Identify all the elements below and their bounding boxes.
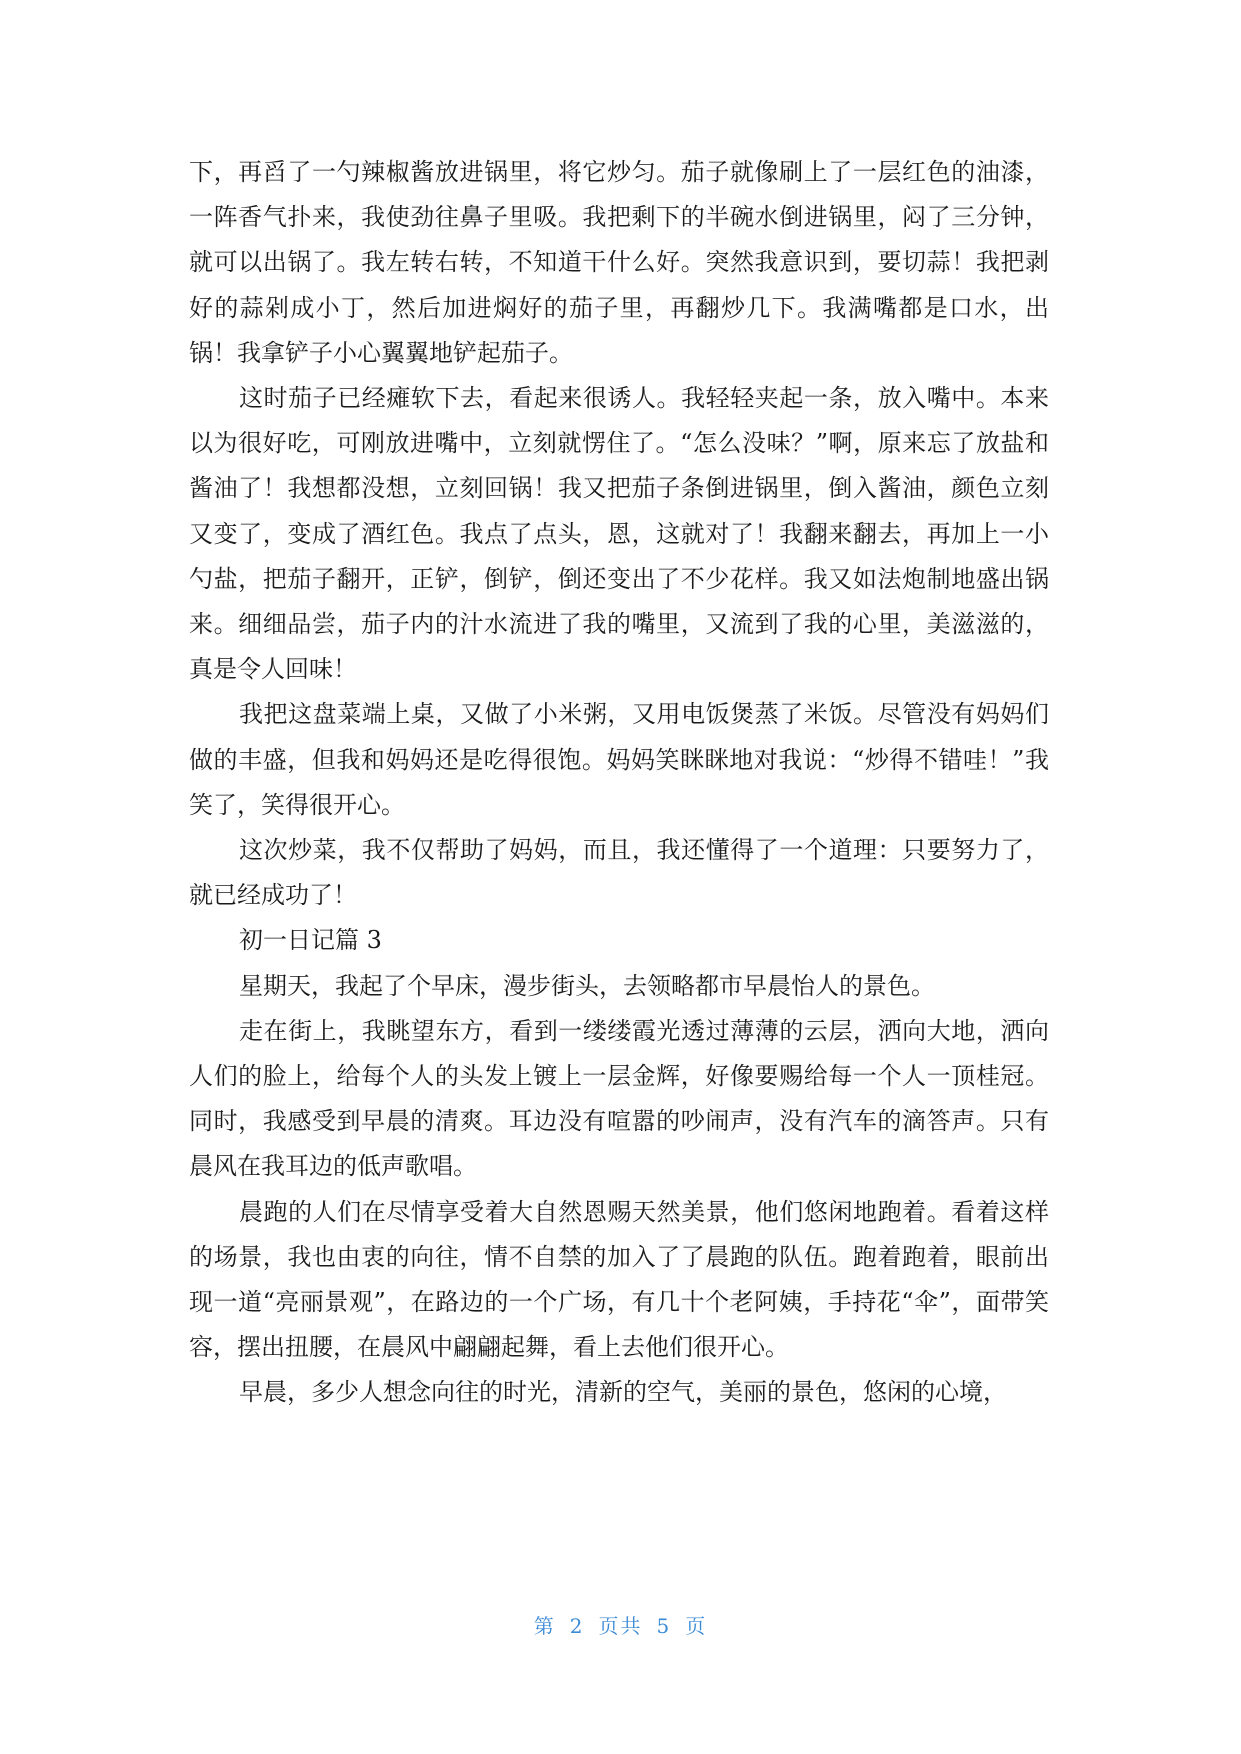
paragraph-2: 这时茄子已经瘫软下去，看起来很诱人。我轻轻夹起一条，放入嘴中。本来以为很好吃，可刚放进嘴中，立刻就愣住了。“怎么没味？”啊，原来忘了放盐和酱油了！我想都没想，立刻回锅！我又把茄子条倒进锅里，倒入酱油，颜色立刻又变了，变成了酒红色。我点了点头，恩，这就对了！我翻来翻去，再加上一小勺盐，把茄子翻开，正铲，倒铲，倒还变出了不少花样。我又如法炮制地盛出锅来。细细品尝，茄子内的汁水流进了我的嘴里，又流到了我的心里，美滋滋的，真是令人回味！ bbox=[189, 384, 1049, 684]
paragraph-5: 星期天，我起了个早床，漫步街头，去领略都市早晨怡人的景色。 bbox=[239, 971, 935, 1000]
page-number-footer bbox=[0, 1610, 1241, 1639]
footer-current-page: 2 bbox=[569, 1614, 585, 1638]
footer-middle: 页共 bbox=[598, 1614, 643, 1638]
paragraph-6: 走在街上，我眺望东方，看到一缕缕霞光透过薄薄的云层，洒向大地，洒向人们的脸上，给每个人的头发上镀上一层金辉，好像要赐给每一个人一顶桂冠。同时，我感受到早晨的清爽。耳边没有喧嚣的吵闹声，没有汽车的滴答声。只有晨风在我耳边的低声歌唱。 bbox=[189, 1016, 1049, 1181]
paragraph-4: 这次炒菜，我不仅帮助了妈妈，而且，我还懂得了一个道理：只要努力了，就已经成功了！ bbox=[189, 836, 1049, 910]
footer-suffix: 页 bbox=[685, 1614, 708, 1638]
section-heading: 初一日记篇 3 bbox=[239, 926, 382, 955]
footer-prefix: 第 bbox=[533, 1614, 556, 1638]
paragraph-7: 晨跑的人们在尽情享受着大自然恩赐天然美景，他们悠闲地跑着。看着这样的场景，我也由衷的向往，情不自禁的加入了了晨跑的队伍。跑着跑着，眼前出现一道“亮丽景观”，在路边的一个广场，有几十个老阿姨，手持花“伞”，面带笑容，摆出扭腰，在晨风中翩翩起舞，看上去他们很开心。 bbox=[189, 1197, 1049, 1362]
paragraph-1: 下，再舀了一勺辣椒酱放进锅里，将它炒匀。茄子就像刷上了一层红色的油漆，一阵香气扑来，我使劲往鼻子里吸。我把剩下的半碗水倒进锅里，闷了三分钟，就可以出锅了。我左转右转，不知道干什么好。突然我意识到，要切蒜！我把剥好的蒜剁成小丁，然后加进焖好的茄子里，再翻炒几下。我满嘴都是口水，出锅！我拿铲子小心翼翼地铲起茄子。 bbox=[189, 158, 1049, 367]
paragraph-8: 早晨，多少人想念向往的时光，清新的空气，美丽的景色，悠闲的心境， bbox=[239, 1378, 1007, 1407]
paragraph-3: 我把这盘菜端上桌，又做了小米粥，又用电饭煲蒸了米饭。尽管没有妈妈们做的丰盛，但我和妈妈还是吃得很饱。妈妈笑眯眯地对我说：“炒得不错哇！”我笑了，笑得很开心。 bbox=[189, 700, 1049, 819]
footer-total-pages: 5 bbox=[656, 1614, 672, 1638]
body-text bbox=[189, 150, 1049, 1416]
